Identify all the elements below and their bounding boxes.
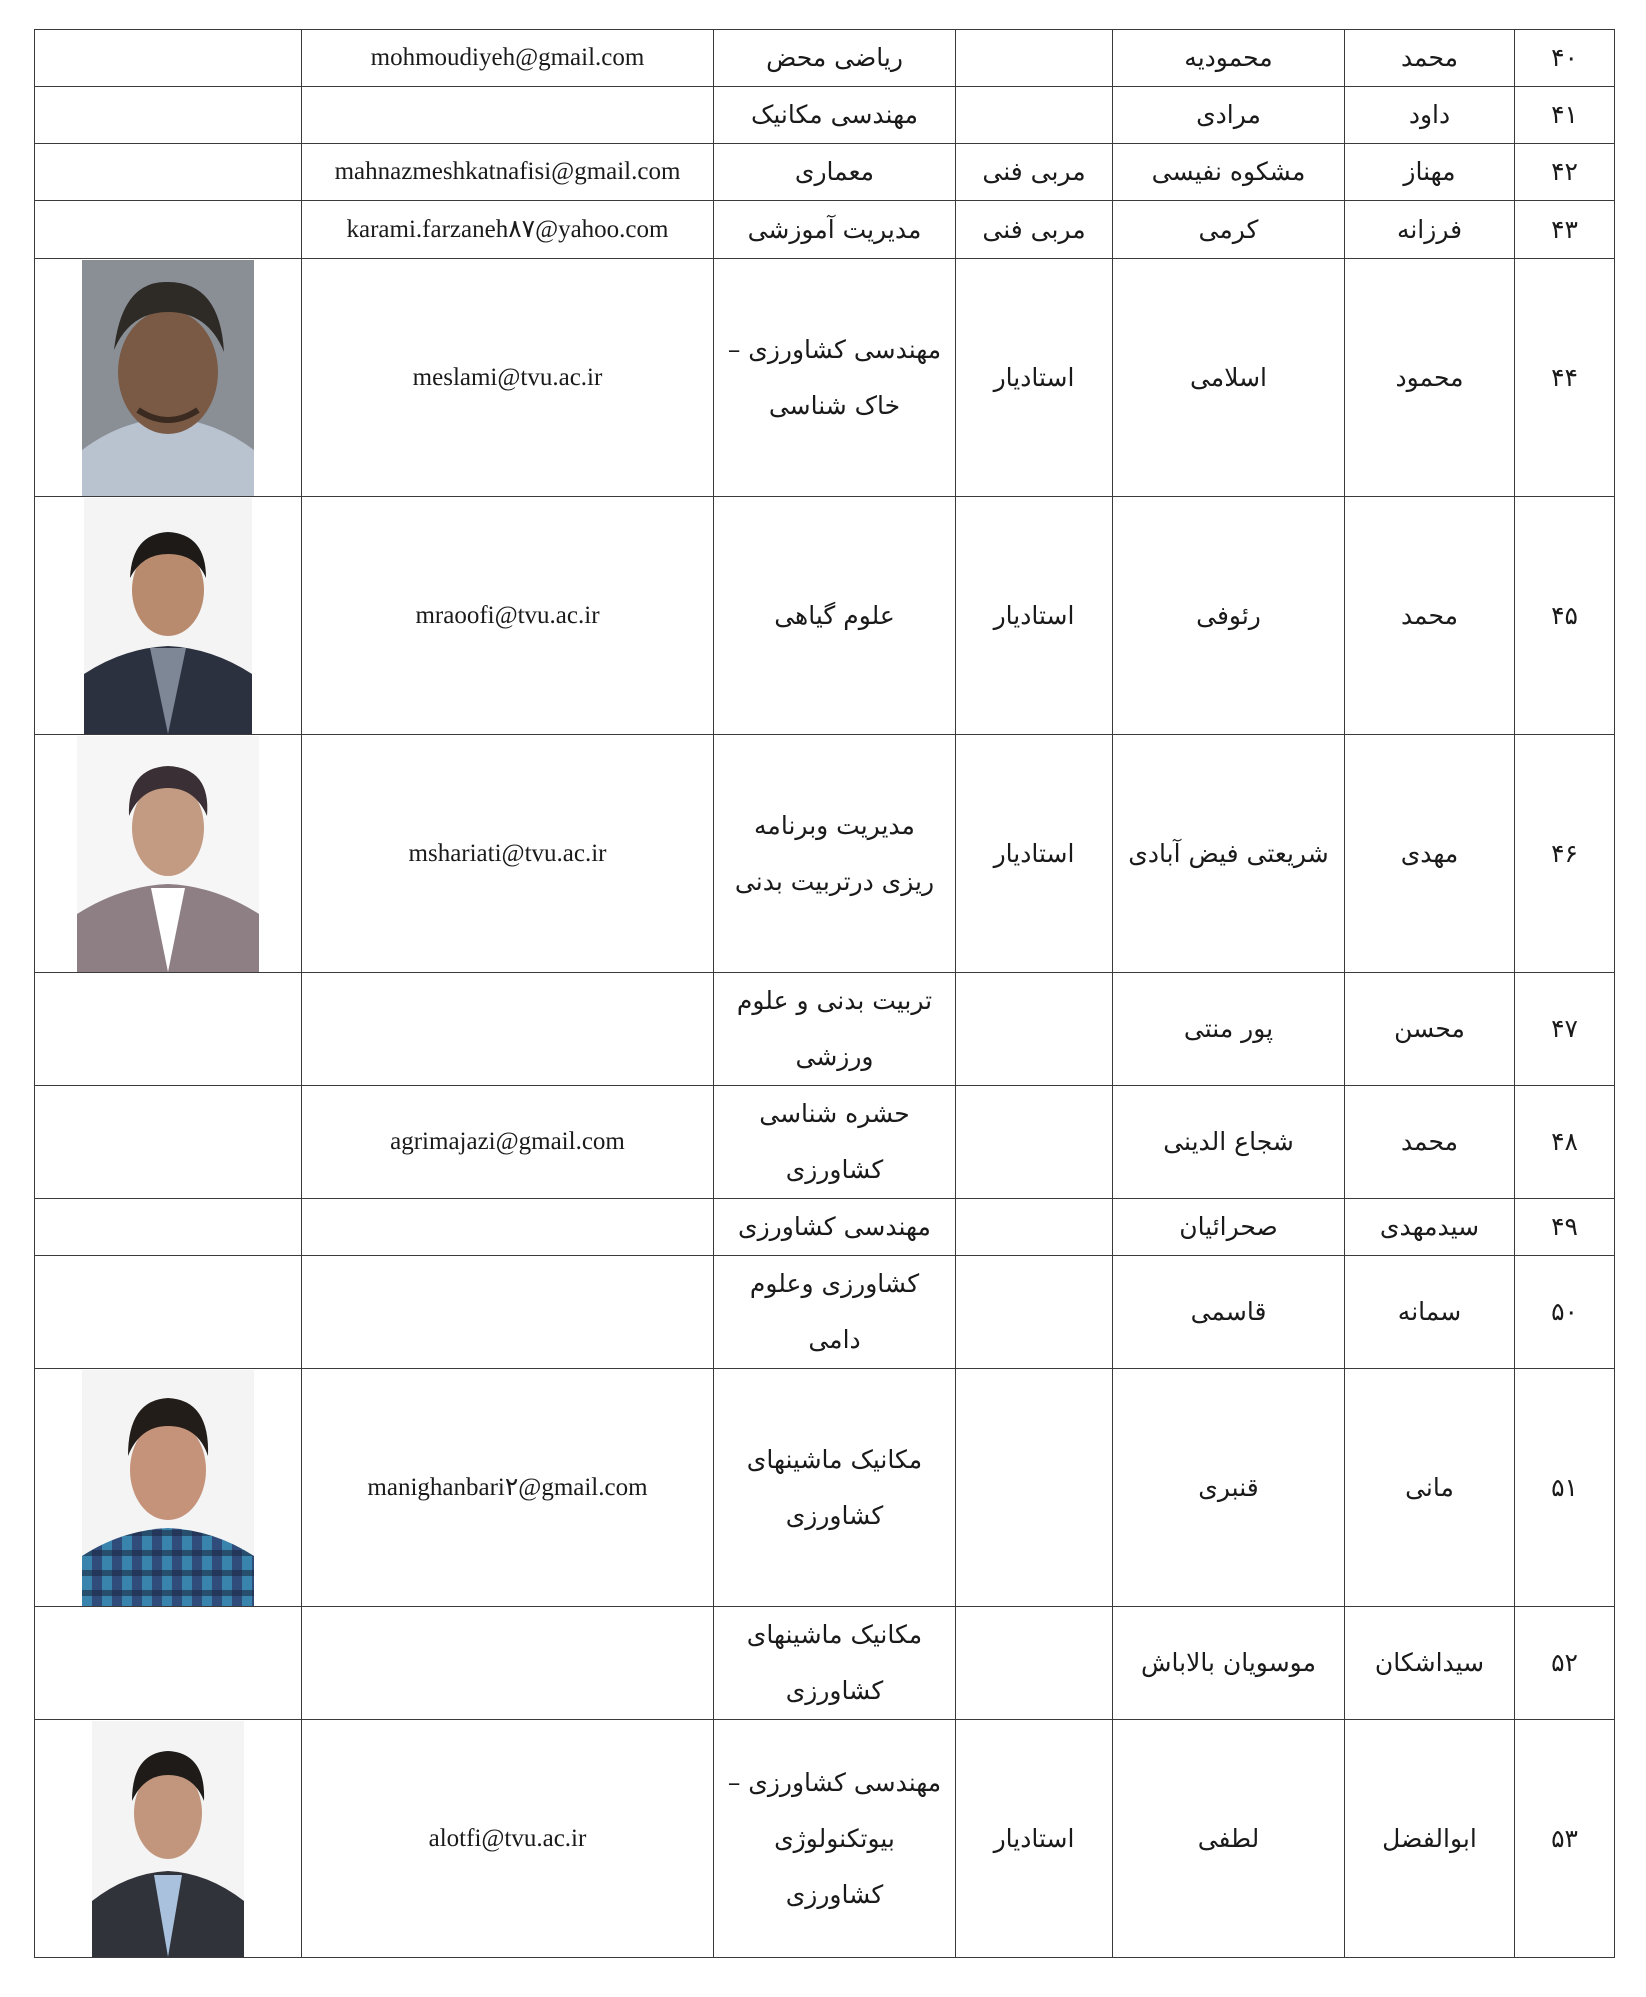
email-cell: mahnazmeshkatnafisi@gmail.com xyxy=(302,144,714,201)
rank-cell xyxy=(956,1607,1113,1720)
email-cell: meslami@tvu.ac.ir xyxy=(302,259,714,497)
photo-cell xyxy=(35,1369,302,1607)
email-cell: mshariati@tvu.ac.ir xyxy=(302,735,714,973)
table-row xyxy=(35,201,1615,259)
email-cell: agrimajazi@gmail.com xyxy=(302,1086,714,1199)
field-cell: مهندسی کشاورزی xyxy=(714,1199,956,1256)
first-name-cell: محمد xyxy=(1345,497,1515,735)
first-name-cell: محمد xyxy=(1345,30,1515,87)
last-name-cell: قاسمی xyxy=(1113,1256,1345,1369)
photo-cell xyxy=(35,497,302,735)
email-cell xyxy=(302,973,714,1086)
first-name-cell: مانی xyxy=(1345,1369,1515,1607)
rank-cell: استادیار xyxy=(956,259,1113,497)
photo-cell xyxy=(35,201,302,259)
rank-cell xyxy=(956,1256,1113,1369)
table-row xyxy=(35,144,1615,201)
table-row xyxy=(35,1369,1615,1607)
rank-cell: مربی فنی xyxy=(956,201,1113,259)
field-cell: معماری xyxy=(714,144,956,201)
table-row xyxy=(35,259,1615,497)
field-cell: مهندسی کشاورزی – خاک شناسی xyxy=(714,259,956,497)
first-name-cell: سیداشکان xyxy=(1345,1607,1515,1720)
first-name-cell: سیدمهدی xyxy=(1345,1199,1515,1256)
last-name-cell: شجاع الدینی xyxy=(1113,1086,1345,1199)
field-cell: ریاضی محض xyxy=(714,30,956,87)
field-cell: کشاورزی وعلوم دامی xyxy=(714,1256,956,1369)
rank-cell xyxy=(956,1086,1113,1199)
rank-cell: استادیار xyxy=(956,497,1113,735)
last-name-cell: مرادی xyxy=(1113,87,1345,144)
first-name-cell: داود xyxy=(1345,87,1515,144)
email-cell: alotfi@tvu.ac.ir xyxy=(302,1720,714,1958)
row-number-cell: ۵۰ xyxy=(1515,1256,1615,1369)
email-cell: mohmoudiyeh@gmail.com xyxy=(302,30,714,87)
row-number-cell: ۴۳ xyxy=(1515,201,1615,259)
last-name-cell: اسلامی xyxy=(1113,259,1345,497)
rank-cell xyxy=(956,1199,1113,1256)
row-number-cell: ۴۹ xyxy=(1515,1199,1615,1256)
field-cell: علوم گیاهی xyxy=(714,497,956,735)
portrait-photo xyxy=(82,1370,254,1606)
table-row xyxy=(35,735,1615,973)
row-number-cell: ۵۳ xyxy=(1515,1720,1615,1958)
email-cell: karami.farzaneh۸۷@yahoo.com xyxy=(302,201,714,259)
row-number-cell: ۴۷ xyxy=(1515,973,1615,1086)
photo-cell xyxy=(35,973,302,1086)
photo-cell xyxy=(35,87,302,144)
last-name-cell: محمودیه xyxy=(1113,30,1345,87)
first-name-cell: فرزانه xyxy=(1345,201,1515,259)
email-cell: mraoofi@tvu.ac.ir xyxy=(302,497,714,735)
rank-cell xyxy=(956,973,1113,1086)
staff-table xyxy=(34,29,1615,1958)
last-name-cell: کرمی xyxy=(1113,201,1345,259)
first-name-cell: ابوالفضل xyxy=(1345,1720,1515,1958)
row-number-cell: ۴۱ xyxy=(1515,87,1615,144)
photo-cell xyxy=(35,735,302,973)
row-number-cell: ۴۰ xyxy=(1515,30,1615,87)
photo-cell xyxy=(35,1607,302,1720)
first-name-cell: محمود xyxy=(1345,259,1515,497)
rank-cell xyxy=(956,87,1113,144)
email-cell: manighanbari۲@gmail.com xyxy=(302,1369,714,1607)
first-name-cell: مهناز xyxy=(1345,144,1515,201)
last-name-cell: مشکوه نفیسی xyxy=(1113,144,1345,201)
last-name-cell: لطفی xyxy=(1113,1720,1345,1958)
field-cell: مهندسی مکانیک xyxy=(714,87,956,144)
rank-cell: استادیار xyxy=(956,735,1113,973)
portrait-photo xyxy=(92,1721,244,1957)
row-number-cell: ۴۲ xyxy=(1515,144,1615,201)
photo-cell xyxy=(35,1199,302,1256)
last-name-cell: پور منتی xyxy=(1113,973,1345,1086)
photo-cell xyxy=(35,1720,302,1958)
last-name-cell: موسویان بالاباش xyxy=(1113,1607,1345,1720)
row-number-cell: ۴۶ xyxy=(1515,735,1615,973)
first-name-cell: سمانه xyxy=(1345,1256,1515,1369)
field-cell: مدیریت وبرنامه ریزی درتربیت بدنی xyxy=(714,735,956,973)
table-row xyxy=(35,1086,1615,1199)
field-cell: حشره شناسی کشاورزی xyxy=(714,1086,956,1199)
last-name-cell: قنبری xyxy=(1113,1369,1345,1607)
photo-cell xyxy=(35,1086,302,1199)
table-row xyxy=(35,1720,1615,1958)
first-name-cell: محمد xyxy=(1345,1086,1515,1199)
photo-cell xyxy=(35,30,302,87)
email-cell xyxy=(302,1607,714,1720)
email-cell xyxy=(302,1199,714,1256)
table-row xyxy=(35,87,1615,144)
table-row xyxy=(35,1199,1615,1256)
last-name-cell: شریعتی فیض آبادی xyxy=(1113,735,1345,973)
row-number-cell: ۴۸ xyxy=(1515,1086,1615,1199)
photo-cell xyxy=(35,259,302,497)
table-row xyxy=(35,497,1615,735)
photo-cell xyxy=(35,144,302,201)
email-cell xyxy=(302,87,714,144)
field-cell: تربیت بدنی و علوم ورزشی xyxy=(714,973,956,1086)
row-number-cell: ۵۲ xyxy=(1515,1607,1615,1720)
field-cell: مکانیک ماشینهای کشاورزی xyxy=(714,1369,956,1607)
last-name-cell: صحرائیان xyxy=(1113,1199,1345,1256)
table-row xyxy=(35,1256,1615,1369)
rank-cell: مربی فنی xyxy=(956,144,1113,201)
row-number-cell: ۴۴ xyxy=(1515,259,1615,497)
portrait-photo xyxy=(82,260,254,496)
field-cell: مکانیک ماشینهای کشاورزی xyxy=(714,1607,956,1720)
row-number-cell: ۴۵ xyxy=(1515,497,1615,735)
portrait-photo xyxy=(77,736,259,972)
first-name-cell: محسن xyxy=(1345,973,1515,1086)
rank-cell xyxy=(956,30,1113,87)
rank-cell xyxy=(956,1369,1113,1607)
portrait-photo xyxy=(84,498,252,734)
table-row xyxy=(35,1607,1615,1720)
field-cell: مدیریت آموزشی xyxy=(714,201,956,259)
row-number-cell: ۵۱ xyxy=(1515,1369,1615,1607)
last-name-cell: رئوفی xyxy=(1113,497,1345,735)
field-cell: مهندسی کشاورزی – بیوتکنولوژی کشاورزی xyxy=(714,1720,956,1958)
table-row xyxy=(35,973,1615,1086)
first-name-cell: مهدی xyxy=(1345,735,1515,973)
photo-cell xyxy=(35,1256,302,1369)
rank-cell: استادیار xyxy=(956,1720,1113,1958)
email-cell xyxy=(302,1256,714,1369)
table-row xyxy=(35,30,1615,87)
